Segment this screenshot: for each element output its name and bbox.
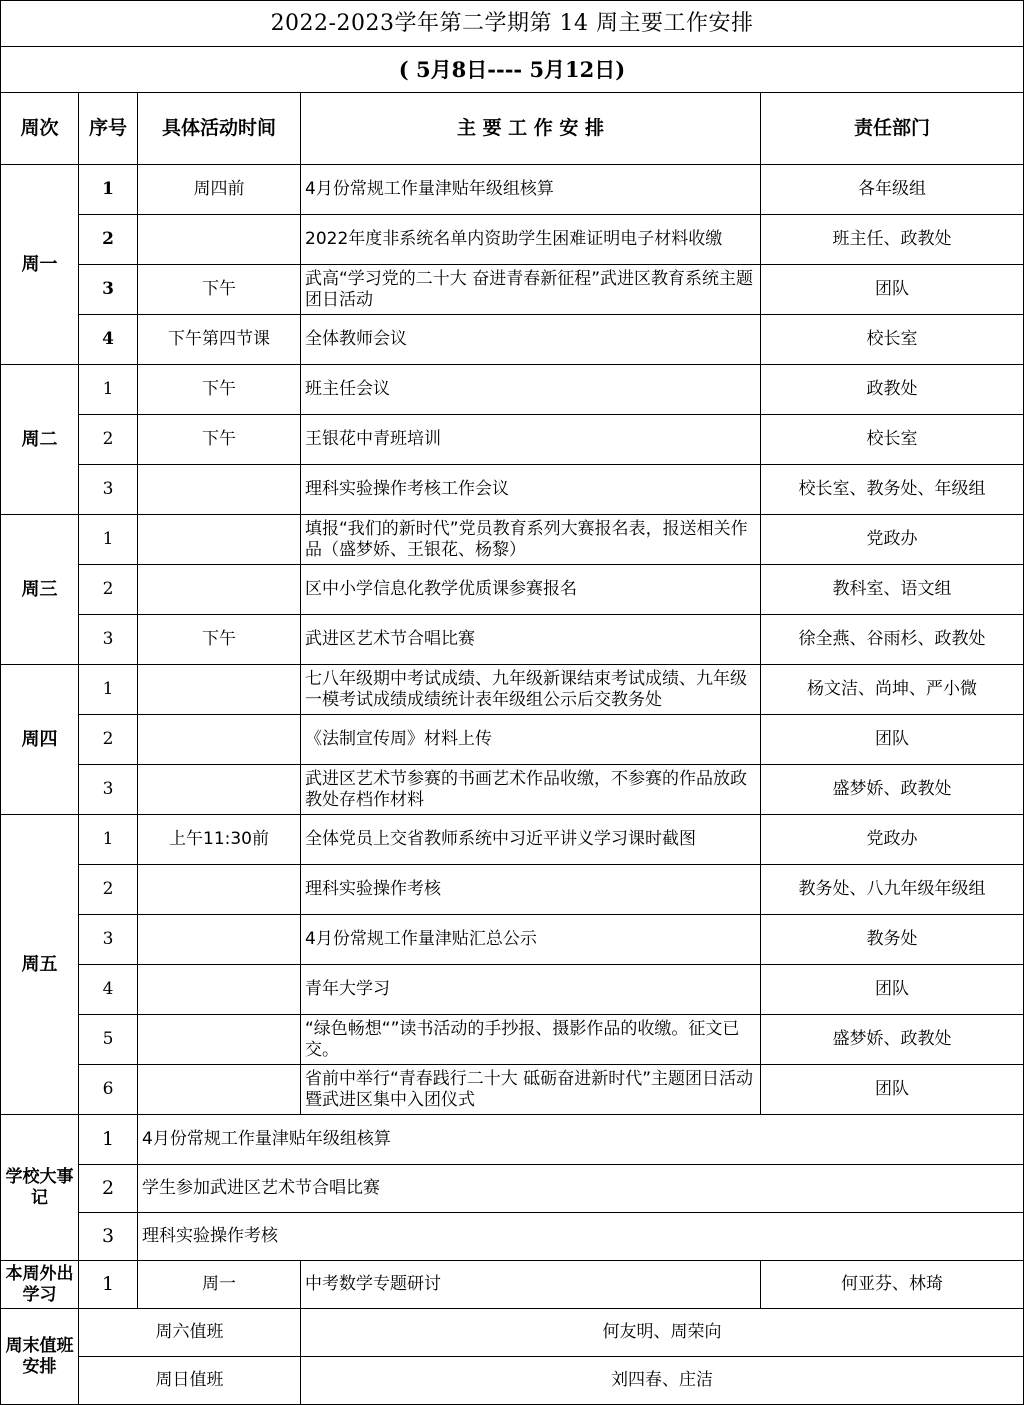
row-time (138, 915, 301, 965)
table-row (1, 965, 1024, 1015)
row-dept: 校长室 (761, 315, 1024, 365)
row-seq: 2 (79, 415, 138, 465)
table-row (1, 1309, 1024, 1357)
row-work: 青年大学习 (301, 965, 761, 1015)
row-time: 下午第四节课 (138, 315, 301, 365)
row-work: 省前中举行“青春践行二十大 砥砺奋进新时代”主题团日活动暨武进区集中入团仪式 (301, 1065, 761, 1115)
row-time (138, 865, 301, 915)
row-time: 上午11:30前 (138, 815, 301, 865)
row-work: 4月份常规工作量津贴汇总公示 (301, 915, 761, 965)
row-seq: 2 (79, 715, 138, 765)
table-row (1, 165, 1024, 215)
day-label-mon: 周一 (1, 165, 79, 365)
table-row (1, 565, 1024, 615)
row-work: 2022年度非系统名单内资助学生困难证明电子材料收缴 (301, 215, 761, 265)
row-dept: 班主任、政教处 (761, 215, 1024, 265)
row-work: 《法制宣传周》材料上传 (301, 715, 761, 765)
day-label-thu: 周四 (1, 665, 79, 815)
row-seq: 4 (79, 315, 138, 365)
row-dept: 盛梦娇、政教处 (761, 765, 1024, 815)
table-row (1, 1357, 1024, 1405)
row-seq: 6 (79, 1065, 138, 1115)
table-row (1, 1015, 1024, 1065)
row-work: 填报“我们的新时代”党员教育系列大赛报名表，报送相关作品（盛梦娇、王银花、杨黎） (301, 515, 761, 565)
row-work: 武高“学习党的二十大 奋进青春新征程”武进区教育系统主题团日活动 (301, 265, 761, 315)
day-label-fri: 周五 (1, 815, 79, 1115)
event-text: 学生参加武进区艺术节合唱比赛 (138, 1165, 1024, 1213)
day-label-wed: 周三 (1, 515, 79, 665)
event-seq: 2 (79, 1165, 138, 1213)
row-seq: 3 (79, 765, 138, 815)
row-dept: 校长室、教务处、年级组 (761, 465, 1024, 515)
row-time: 下午 (138, 615, 301, 665)
table-row (1, 1165, 1024, 1213)
table-row (1, 1213, 1024, 1261)
table-row (1, 865, 1024, 915)
header-row (1, 93, 1024, 165)
event-seq: 3 (79, 1213, 138, 1261)
row-dept: 团队 (761, 715, 1024, 765)
row-time (138, 215, 301, 265)
table-row (1, 1261, 1024, 1309)
row-dept: 教科室、语文组 (761, 565, 1024, 615)
row-seq: 1 (79, 365, 138, 415)
row-work: 七八年级期中考试成绩、九年级新课结束考试成绩、九年级一模考试成绩成绩统计表年级组公示后交教务处 (301, 665, 761, 715)
event-text: 4月份常规工作量津贴年级组核算 (138, 1115, 1024, 1165)
row-work: “绿色畅想“”读书活动的手抄报、摄影作品的收缴。征文已交。 (301, 1015, 761, 1065)
table-row (1, 915, 1024, 965)
page-title: 2022-2023学年第二学期第 14 周主要工作安排 (1, 1, 1024, 47)
events-label: 学校大事记 (1, 1115, 79, 1261)
table-row (1, 765, 1024, 815)
row-seq: 5 (79, 1015, 138, 1065)
row-dept: 团队 (761, 265, 1024, 315)
row-time (138, 515, 301, 565)
weekend-label: 周末值班安排 (1, 1309, 79, 1405)
table-row (1, 415, 1024, 465)
row-work: 全体党员上交省教师系统中习近平讲义学习课时截图 (301, 815, 761, 865)
row-work: 全体教师会议 (301, 315, 761, 365)
row-seq: 1 (79, 515, 138, 565)
row-dept: 教务处 (761, 915, 1024, 965)
table-row (1, 1115, 1024, 1165)
row-seq: 1 (79, 165, 138, 215)
row-seq: 2 (79, 565, 138, 615)
row-time (138, 765, 301, 815)
header-dept: 责任部门 (761, 93, 1024, 165)
table-row (1, 365, 1024, 415)
row-dept: 团队 (761, 965, 1024, 1015)
date-range-row (1, 47, 1024, 93)
row-seq: 3 (79, 465, 138, 515)
table-row (1, 815, 1024, 865)
row-seq: 3 (79, 265, 138, 315)
row-time (138, 715, 301, 765)
outside-work: 中考数学专题研讨 (301, 1261, 761, 1309)
row-dept: 校长室 (761, 415, 1024, 465)
row-seq: 3 (79, 915, 138, 965)
outside-dept: 何亚芬、林琦 (761, 1261, 1024, 1309)
table-row (1, 715, 1024, 765)
table-row (1, 215, 1024, 265)
date-range: ( 5月8日---- 5月12日) (1, 47, 1024, 93)
table-row (1, 515, 1024, 565)
row-dept: 教务处、八九年级年级组 (761, 865, 1024, 915)
row-seq: 3 (79, 615, 138, 665)
header-time: 具体活动时间 (138, 93, 301, 165)
table-row (1, 315, 1024, 365)
row-time (138, 665, 301, 715)
row-time: 下午 (138, 415, 301, 465)
row-time: 下午 (138, 365, 301, 415)
table-row (1, 1065, 1024, 1115)
row-work: 区中小学信息化教学优质课参赛报名 (301, 565, 761, 615)
row-dept: 政教处 (761, 365, 1024, 415)
row-time (138, 1065, 301, 1115)
header-work: 主 要 工 作 安 排 (301, 93, 761, 165)
row-time (138, 465, 301, 515)
weekend-day: 周六值班 (79, 1309, 301, 1357)
table-row (1, 665, 1024, 715)
row-work: 4月份常规工作量津贴年级组核算 (301, 165, 761, 215)
row-dept: 徐全燕、谷雨杉、政教处 (761, 615, 1024, 665)
row-work: 武进区艺术节合唱比赛 (301, 615, 761, 665)
row-time (138, 965, 301, 1015)
weekend-people: 何友明、周荣向 (301, 1309, 1024, 1357)
row-time: 周四前 (138, 165, 301, 215)
title-row (1, 1, 1024, 47)
row-time: 下午 (138, 265, 301, 315)
row-work: 王银花中青班培训 (301, 415, 761, 465)
row-seq: 1 (79, 665, 138, 715)
row-seq: 2 (79, 215, 138, 265)
day-label-tue: 周二 (1, 365, 79, 515)
table-row (1, 465, 1024, 515)
row-seq: 4 (79, 965, 138, 1015)
header-seq: 序号 (79, 93, 138, 165)
header-week: 周次 (1, 93, 79, 165)
weekend-people: 刘四春、庄洁 (301, 1357, 1024, 1405)
row-seq: 2 (79, 865, 138, 915)
row-work: 理科实验操作考核工作会议 (301, 465, 761, 515)
event-seq: 1 (79, 1115, 138, 1165)
outside-time: 周一 (138, 1261, 301, 1309)
table-row (1, 615, 1024, 665)
row-time (138, 565, 301, 615)
row-time (138, 1015, 301, 1065)
row-dept: 盛梦娇、政教处 (761, 1015, 1024, 1065)
row-work: 班主任会议 (301, 365, 761, 415)
weekend-day: 周日值班 (79, 1357, 301, 1405)
row-work: 武进区艺术节参赛的书画艺术作品收缴，不参赛的作品放政教处存档作材料 (301, 765, 761, 815)
row-work: 理科实验操作考核 (301, 865, 761, 915)
event-text: 理科实验操作考核 (138, 1213, 1024, 1261)
table-row (1, 265, 1024, 315)
row-dept: 党政办 (761, 815, 1024, 865)
row-seq: 1 (79, 815, 138, 865)
row-dept: 各年级组 (761, 165, 1024, 215)
outside-label: 本周外出学习 (1, 1261, 79, 1309)
row-dept: 党政办 (761, 515, 1024, 565)
row-dept: 团队 (761, 1065, 1024, 1115)
row-dept: 杨文洁、尚坤、严小微 (761, 665, 1024, 715)
outside-seq: 1 (79, 1261, 138, 1309)
